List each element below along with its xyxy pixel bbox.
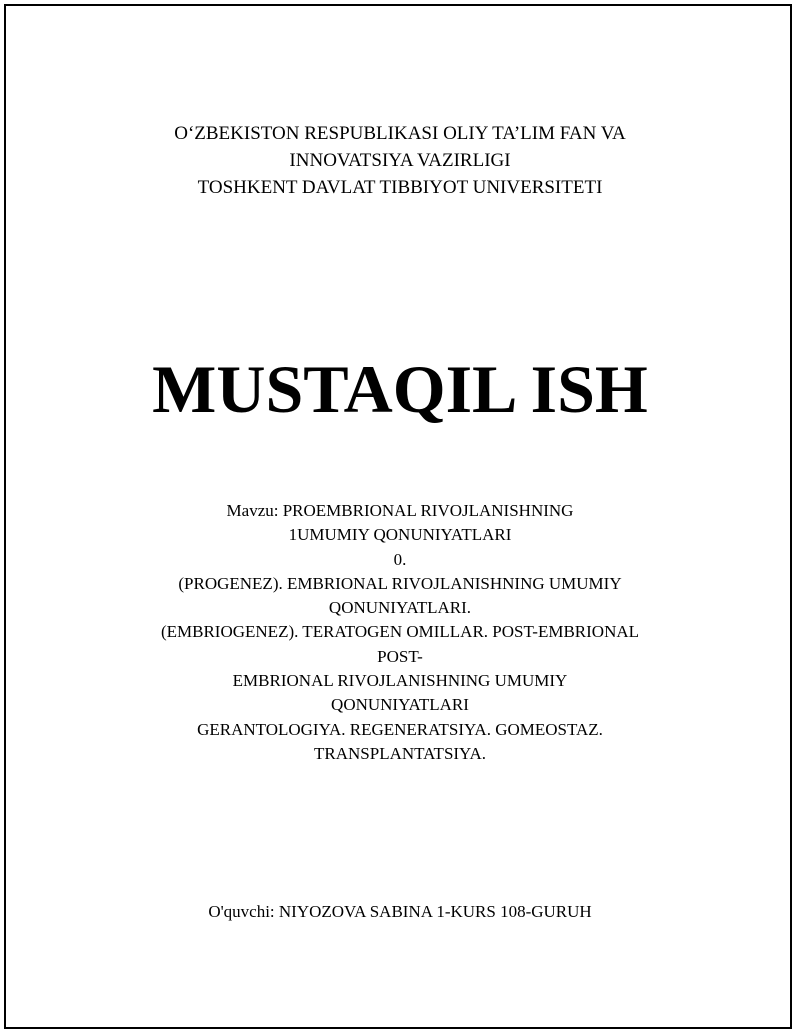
topic-line: TRANSPLANTATSIYA.: [314, 743, 486, 763]
institution-header: [0, 120, 800, 201]
topic-line: QONUNIYATLARI.: [328, 598, 472, 618]
topic-line: (PROGENEZ). EMBRIONAL RIVOJLANISHNING UMUMIY: [178, 573, 622, 593]
topic-line: (EMBRIOGENEZ). TERATOGEN OMILLAR. POST-EMBRIONAL: [160, 622, 640, 642]
header-line-ministry-2: INNOVATSIYA VAZIRLIGI: [289, 150, 511, 171]
topic-line: GERANTOLOGIYA. REGENERATSIYA. GOMEOSTAZ.: [197, 719, 603, 739]
topic-line: EMBRIONAL RIVOJLANISHNING UMUMIY: [232, 671, 568, 691]
topic-line: 0.: [393, 549, 407, 569]
header-line-ministry-1: O‘ZBEKISTON RESPUBLIKASI OLIY TA’LIM FAN VA: [174, 123, 626, 144]
document-title: MUSTAQIL ISH: [152, 351, 648, 427]
header-line-university: TOSHKENT DAVLAT TIBBIYOT UNIVERSITETI: [197, 177, 603, 198]
topic-line: Mavzu: PROEMBRIONAL RIVOJLANISHNING: [226, 501, 574, 520]
topic-block: [0, 499, 800, 766]
topic-line: POST-: [377, 646, 423, 666]
topic-line: 1UMUMIY QONUNIYATLARI: [288, 525, 512, 545]
student-info: O'quvchi: NIYOZOVA SABINA 1-KURS 108-GURUH: [208, 902, 592, 921]
topic-line: QONUNIYATLARI: [331, 695, 469, 715]
